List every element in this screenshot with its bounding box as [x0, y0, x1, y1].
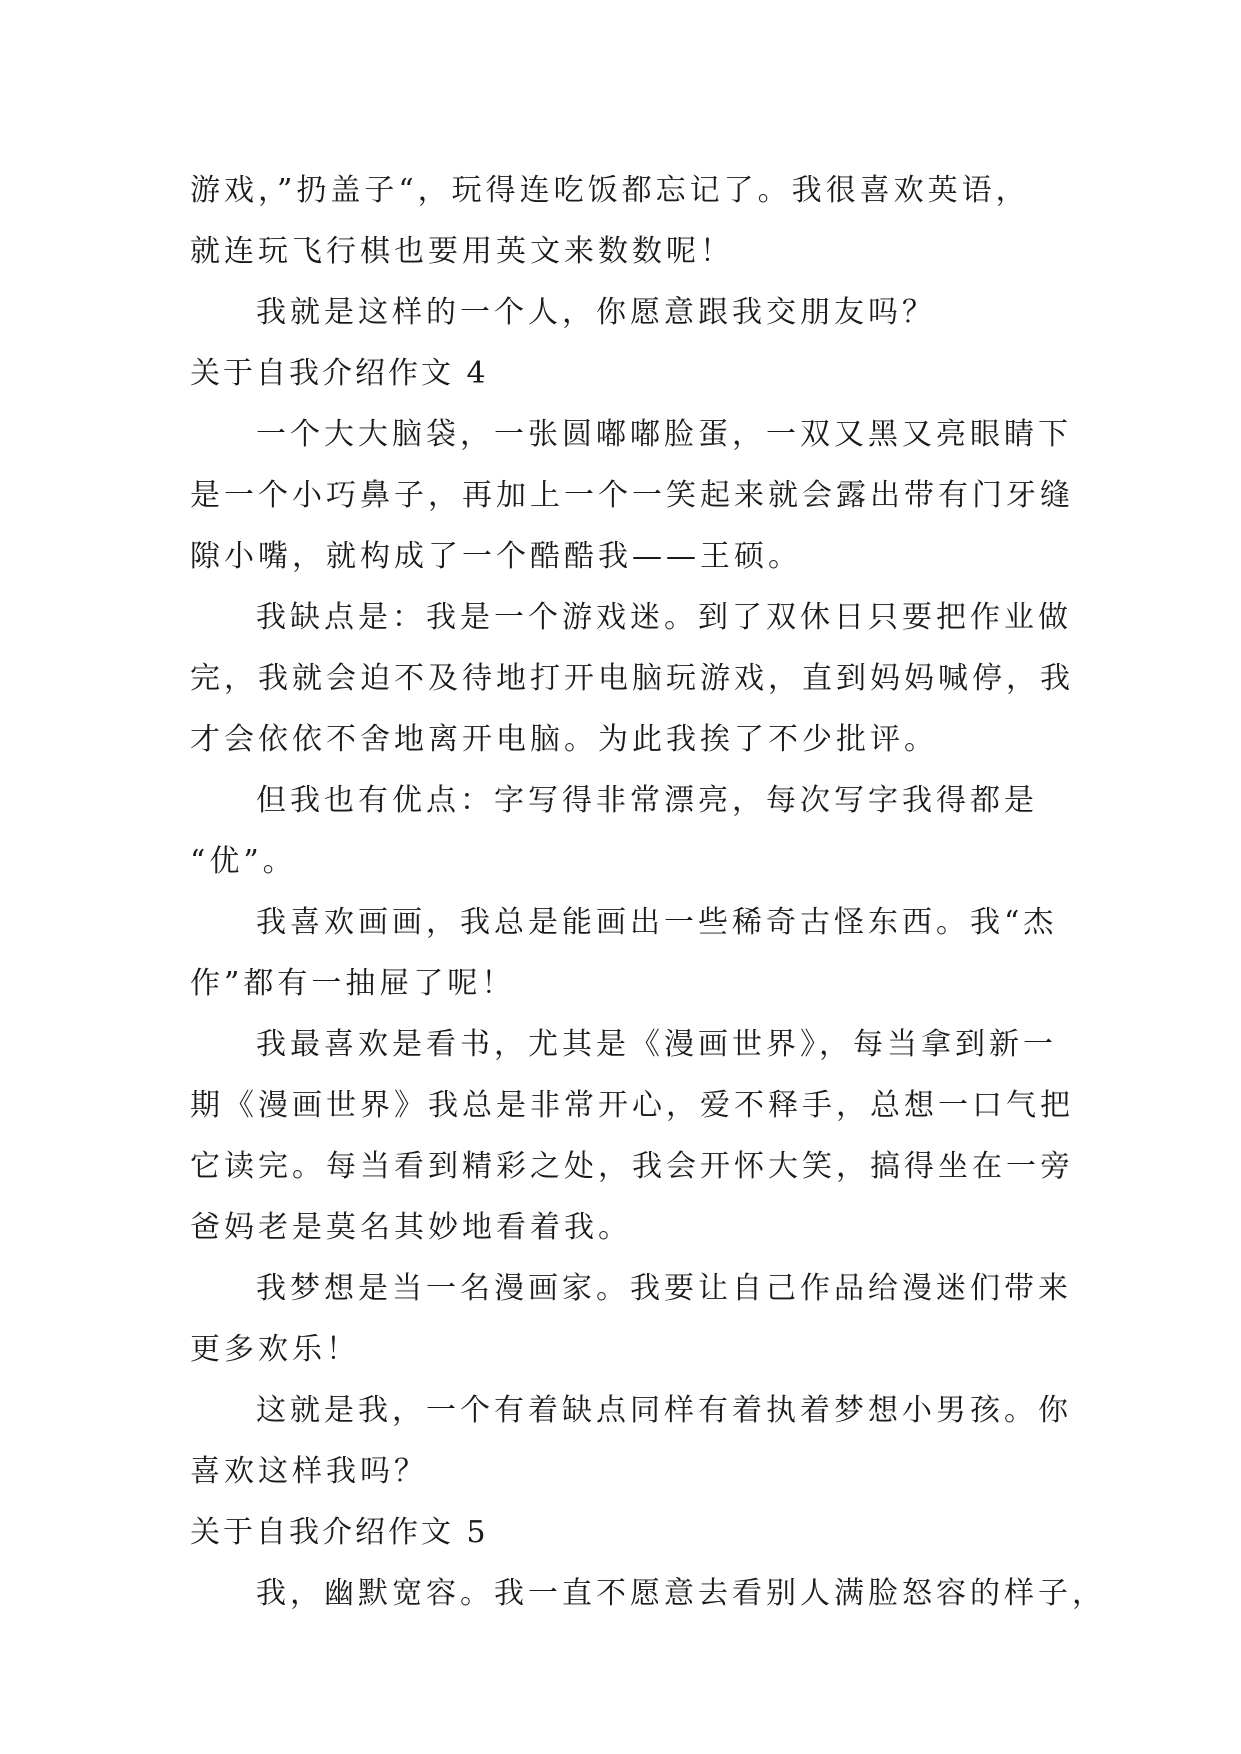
section-heading: 关于自我介绍作文 5: [190, 1515, 489, 1550]
text-line: 但我也有优点：字写得非常漂亮，每次写字我得都是: [256, 783, 1038, 818]
text-line: 是一个小巧鼻子，再加上一个一笑起来就会露出带有门牙缝: [190, 478, 1074, 513]
text-line: 就连玩飞行棋也要用英文来数数呢！: [190, 234, 734, 269]
text-line: 我梦想是当一名漫画家。我要让自己作品给漫迷们带来: [256, 1271, 1072, 1306]
text-line: 我，幽默宽容。我一直不愿意去看别人满脸怒容的样子，: [256, 1576, 1106, 1611]
text-line: 我缺点是：我是一个游戏迷。到了双休日只要把作业做: [256, 600, 1072, 635]
text-line: 一个大大脑袋，一张圆嘟嘟脸蛋，一双又黑又亮眼睛下: [256, 417, 1072, 452]
text-line: 这就是我，一个有着缺点同样有着执着梦想小男孩。你: [256, 1393, 1072, 1428]
text-line: 它读完。每当看到精彩之处，我会开怀大笑，搞得坐在一旁: [190, 1149, 1074, 1184]
text-line: 我就是这样的一个人，你愿意跟我交朋友吗？: [256, 295, 936, 330]
text-line: 作”都有一抽屉了呢！: [190, 966, 516, 1001]
text-line: 隙小嘴，就构成了一个酷酷我——王硕。: [190, 539, 802, 574]
document-body: [190, 160, 1106, 1624]
text-line: 爸妈老是莫名其妙地看着我。: [190, 1210, 632, 1245]
text-line: “优”。: [190, 844, 297, 879]
section-heading: 关于自我介绍作文 4: [190, 356, 489, 391]
text-line: 完，我就会迫不及待地打开电脑玩游戏，直到妈妈喊停，我: [190, 661, 1074, 696]
text-line: 更多欢乐！: [190, 1332, 360, 1367]
text-line: 期《漫画世界》我总是非常开心，爱不释手，总想一口气把: [190, 1088, 1074, 1123]
text-line: 喜欢这样我吗？: [190, 1454, 428, 1489]
text-line: 我最喜欢是看书，尤其是《漫画世界》，每当拿到新一: [256, 1027, 1057, 1062]
text-line: 才会依依不舍地离开电脑。为此我挨了不少批评。: [190, 722, 938, 757]
text-line: 我喜欢画画，我总是能画出一些稀奇古怪东西。我“杰: [256, 905, 1058, 940]
text-line: 游戏，”扔盖子“，玩得连吃饭都忘记了。我很喜欢英语，: [190, 173, 1030, 208]
